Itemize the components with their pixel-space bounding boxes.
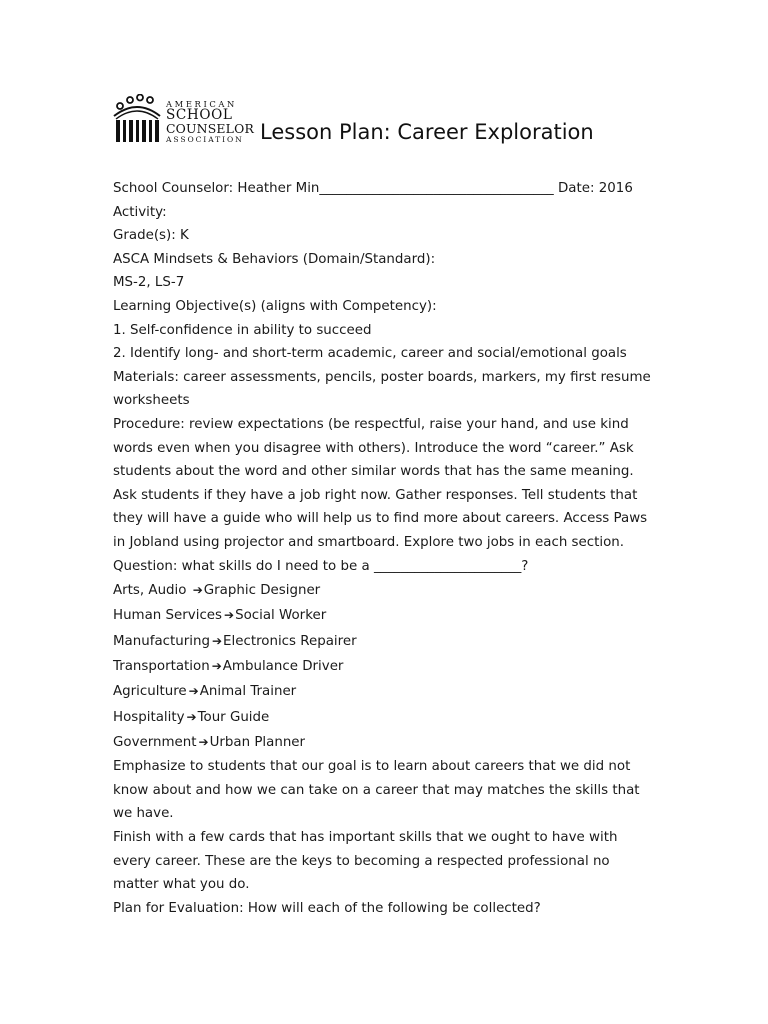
arrow-icon: ➔ [188,684,199,699]
logo-line-association: ASSOCIATION [166,135,244,145]
career-job: Animal Trainer [199,684,297,700]
procedure-paragraph: Procedure: review expectations (be respectful, raise your hand, and use kind words even when you disagree with others). Introduce the word “career.” Ask students about the word and other similar words that has the same meaning. Ask students if they have a job right now. Gather responses. Tell students that they will have a guide who will help us to find more about careers. Access Paws in Jobland using projector and smartboard. Explore two jobs in each section. [113,416,648,550]
career-job: Tour Guide [197,709,270,725]
arrow-icon: ➔ [198,734,209,749]
career-sector: Agriculture [113,684,187,700]
counselor-date-line: School Counselor: Heather Min___________________________________ Date: 2016 [113,181,633,196]
materials-paragraph: Materials: career assessments, pencils, poster boards, markers, my first resume worksheets [113,369,651,409]
career-item [113,603,658,628]
mindsets-heading: ASCA Mindsets & Behaviors (Domain/Standard): [113,251,436,267]
career-item [113,705,658,730]
logo-line-school: SCHOOL [166,107,233,124]
career-sector: Transportation [113,658,210,674]
mindsets-value: MS-2, LS-7 [113,275,185,291]
page-title: Lesson Plan: Career Exploration [260,120,594,144]
asca-figures-icon [112,94,162,146]
logo-wordmark [166,100,254,144]
objectives-heading: Learning Objective(s) (aligns with Competency): [113,298,437,314]
arrow-icon: ➔ [192,583,203,598]
arrow-icon: ➔ [224,608,235,623]
career-job: Electronics Repairer [223,633,357,649]
arrow-icon: ➔ [211,658,222,673]
arrow-icon: ➔ [211,633,223,648]
career-item [113,629,658,654]
evaluation-heading: Plan for Evaluation: How will each of the following be collected? [113,900,541,916]
career-item [113,730,658,755]
career-item [113,578,658,603]
finish-paragraph: Finish with a few cards that has important skills that we ought to have with every career. These are the keys to becoming a respected professional no matter what you do. [113,829,618,893]
career-sector: Manufacturing [113,633,210,649]
career-job: Urban Planner [209,734,306,750]
career-job: Graphic Designer [203,583,321,599]
career-item [113,654,658,679]
career-sector: Hospitality [113,709,185,725]
career-sector: Human Services [113,608,223,624]
grades-line: Grade(s): K [113,228,189,244]
career-sector: Arts, Audio [113,583,191,599]
asca-logo [112,92,252,148]
career-list [113,578,658,755]
header [112,92,652,152]
logo-line-counselor: COUNSELOR [166,121,254,136]
arrow-icon: ➔ [186,709,197,724]
career-sector: Government [113,734,197,750]
career-job: Ambulance Driver [222,658,344,674]
career-job: Social Worker [235,608,327,624]
objective-2: 2. Identify long- and short-term academic, career and social/emotional goals [113,346,627,362]
logo-line-american: AMERICAN [166,99,237,109]
objective-1: 1. Self-confidence in ability to succeed [113,322,372,338]
activity-line: Activity: [113,204,167,220]
lesson-body [113,177,658,920]
question-line: Question: what skills do I need to be a ______________________? [113,558,529,574]
career-item [113,679,658,704]
emphasize-paragraph: Emphasize to students that our goal is to learn about careers that we did not know about and how we can take on a career that may matches the skills that we have. [113,759,640,822]
